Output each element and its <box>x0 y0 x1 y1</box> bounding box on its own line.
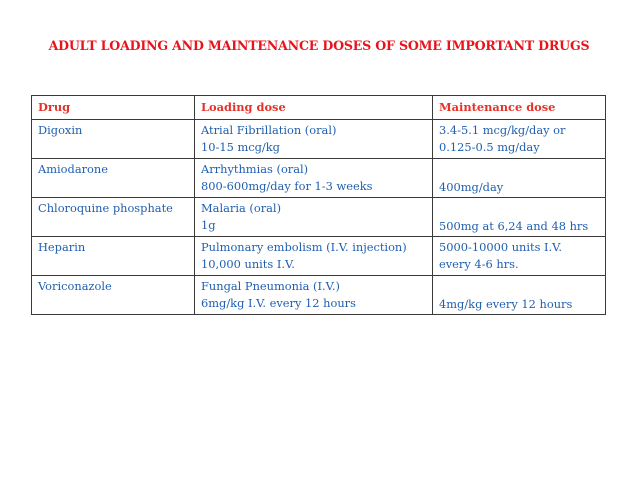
column-header-loading-dose: Loading dose <box>195 96 433 120</box>
loading-dose-cell <box>195 237 433 276</box>
drug-cell: Voriconazole <box>32 276 195 315</box>
maintenance-dose-line: every 4-6 hrs. <box>439 257 519 271</box>
doses-table <box>31 95 606 315</box>
loading-dose-indication: Malaria (oral) <box>201 201 282 215</box>
loading-dose-amount: 10-15 mcg/kg <box>201 140 280 154</box>
page-title: ADULT LOADING AND MAINTENANCE DOSES OF SOME IMPORTANT DRUGS <box>48 38 590 53</box>
drug-cell: Heparin <box>32 237 195 276</box>
loading-dose-indication: Atrial Fibrillation (oral) <box>201 123 337 137</box>
maintenance-dose-cell <box>433 198 606 237</box>
loading-dose-indication: Fungal Pneumonia (I.V.) <box>201 279 340 293</box>
loading-dose-amount: 6mg/kg I.V. every 12 hours <box>201 296 356 310</box>
maintenance-dose-line: 3.4-5.1 mcg/kg/day or <box>439 123 566 137</box>
maintenance-dose-cell <box>433 159 606 198</box>
table-row <box>32 276 606 315</box>
maintenance-dose-line: 500mg at 6,24 and 48 hrs <box>439 219 589 233</box>
drug-cell: Digoxin <box>32 120 195 159</box>
loading-dose-cell <box>195 276 433 315</box>
column-header-drug: Drug <box>32 96 195 120</box>
loading-dose-amount: 10,000 units I.V. <box>201 257 295 271</box>
drug-cell: Chloroquine phosphate <box>32 198 195 237</box>
drug-cell: Amiodarone <box>32 159 195 198</box>
table-row <box>32 159 606 198</box>
maintenance-dose-line: 0.125-0.5 mg/day <box>439 140 540 154</box>
maintenance-dose-line: 5000-10000 units I.V. <box>439 240 563 254</box>
loading-dose-cell <box>195 159 433 198</box>
loading-dose-amount: 1g <box>201 218 216 232</box>
table-row <box>32 237 606 276</box>
loading-dose-amount: 800-600mg/day for 1-3 weeks <box>201 179 373 193</box>
maintenance-dose-cell <box>433 237 606 276</box>
maintenance-dose-line: 400mg/day <box>439 180 504 194</box>
maintenance-dose-line: 4mg/kg every 12 hours <box>439 297 573 311</box>
maintenance-dose-cell <box>433 120 606 159</box>
loading-dose-indication: Arrhythmias (oral) <box>201 162 309 176</box>
table-row <box>32 120 606 159</box>
table-row <box>32 198 606 237</box>
loading-dose-cell <box>195 120 433 159</box>
loading-dose-cell <box>195 198 433 237</box>
loading-dose-indication: Pulmonary embolism (I.V. injection) <box>201 240 407 254</box>
table-header-row <box>32 96 606 120</box>
column-header-maintenance-dose: Maintenance dose <box>433 96 606 120</box>
maintenance-dose-cell <box>433 276 606 315</box>
